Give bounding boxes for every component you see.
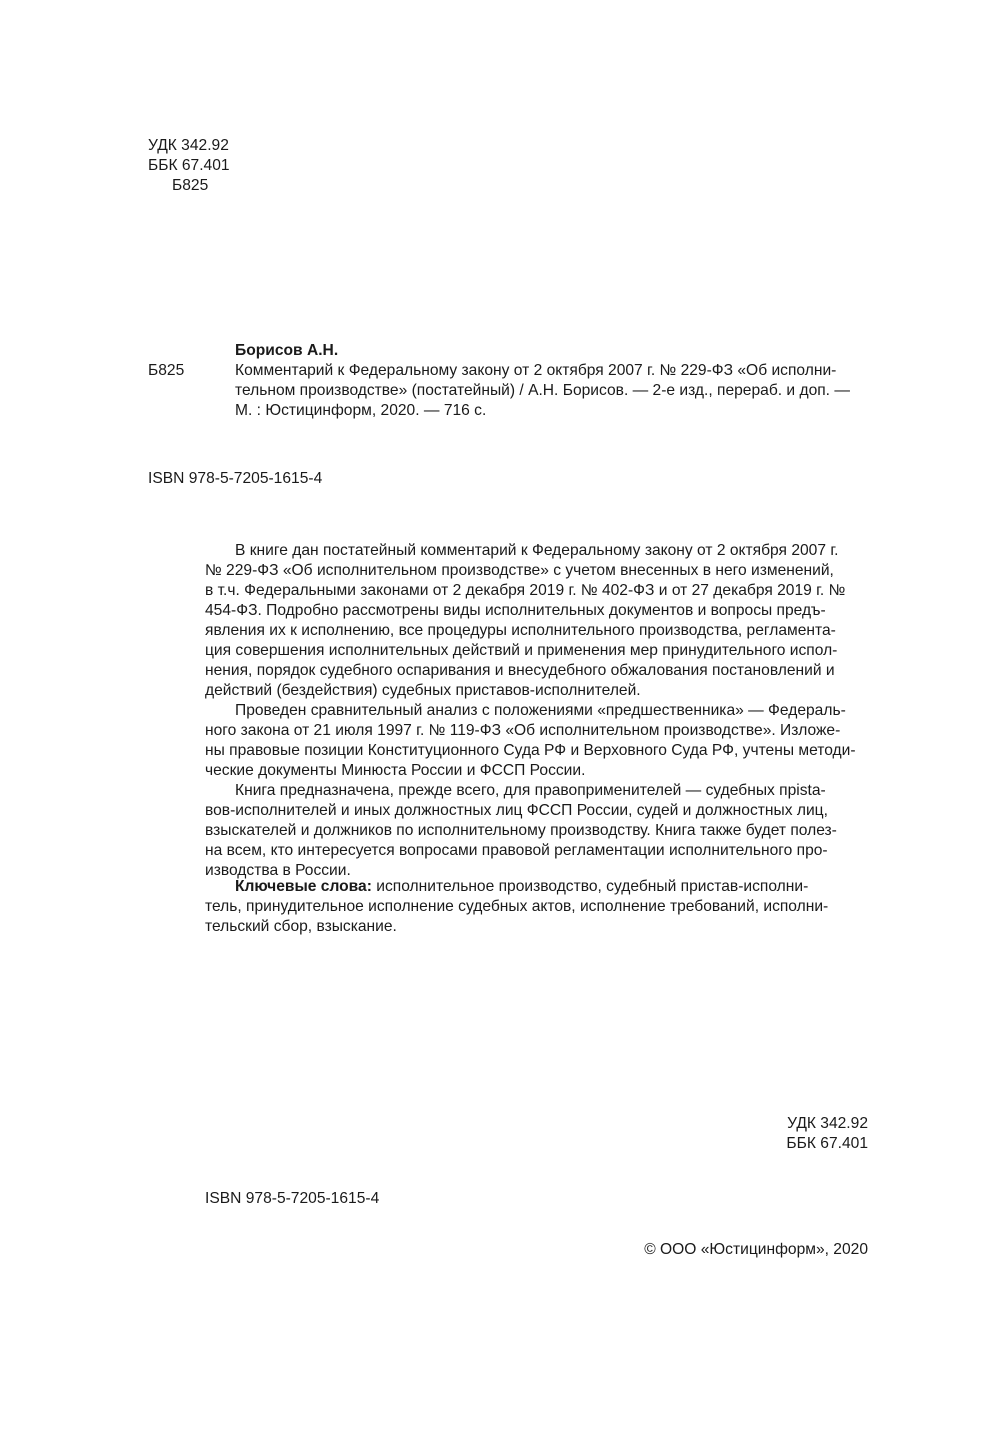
abstract-line: В книге дан постатейный комментарий к Федеральному закону от 2 октября 2007 г. bbox=[235, 542, 839, 559]
abstract-line: ция совершения исполнительных действий и применения мер принудительного испол- bbox=[205, 642, 838, 659]
bibliographic-description bbox=[235, 361, 868, 421]
abstract-line: ного закона от 21 июля 1997 г. № 119-ФЗ «Об исполнительном производстве». Изложе- bbox=[205, 722, 841, 739]
abstract-line: № 229-ФЗ «Об исполнительном производстве» с учетом внесенных в него изменений, bbox=[205, 562, 834, 579]
keywords-first-line bbox=[205, 877, 868, 897]
record-cutter-code: Б825 bbox=[148, 362, 185, 379]
classification-codes-bottom bbox=[668, 1114, 868, 1154]
isbn-bottom: ISBN 978-5-7205-1615-4 bbox=[205, 1190, 380, 1207]
abstract-line: явления их к исполнению, все процедуры исполнительного производства, регламента- bbox=[205, 622, 836, 639]
biblio-line: Комментарий к Федеральному закону от 2 октября 2007 г. № 229-ФЗ «Об исполни- bbox=[235, 362, 837, 379]
abstract-line: 454-ФЗ. Подробно рассмотрены виды исполнительных документов и вопросы предъ- bbox=[205, 602, 826, 619]
abstract-paragraph-2 bbox=[205, 701, 868, 781]
bbk-code: ББК 67.401 bbox=[786, 1135, 868, 1152]
abstract-line: ны правовые позиции Конституционного Суда РФ и Верховного Суда РФ, учтены методи- bbox=[205, 742, 856, 759]
copyright-notice: © ООО «Юстицинформ», 2020 bbox=[644, 1241, 868, 1258]
abstract-paragraph-1 bbox=[205, 541, 868, 701]
keywords-line: тель, принудительное исполнение судебных актов, исполнение требований, исполни- bbox=[205, 898, 829, 915]
abstract-line: вов-исполнителей и иных должностных лиц ФССП России, судей и должностных лиц, bbox=[205, 802, 828, 819]
biblio-line: М. : Юстицинформ, 2020. — 716 с. bbox=[235, 402, 487, 419]
biblio-line: тельном производстве» (постатейный) / А.Н. Борисов. — 2-е изд., перераб. и доп. — bbox=[235, 382, 850, 399]
abstract-line: действий (бездействия) судебных приставов-исполнителей. bbox=[205, 682, 641, 699]
bbk-code: ББК 67.401 bbox=[148, 157, 230, 174]
abstract-line: на всем, кто интересуется вопросами правовой регламентации исполнительного про- bbox=[205, 842, 828, 859]
abstract-line: Книга предназначена, прежде всего, для правоприменителей — судебных прista- bbox=[235, 782, 826, 799]
keywords bbox=[205, 877, 868, 937]
isbn-top: ISBN 978-5-7205-1615-4 bbox=[148, 470, 323, 487]
keywords-line: тельский сбор, взыскание. bbox=[205, 918, 397, 935]
abstract-line: в т.ч. Федеральными законами от 2 декабря 2019 г. № 402-ФЗ и от 27 декабря 2019 г. № bbox=[205, 582, 846, 599]
keywords-text: исполнительное производство, судебный пристав-исполни- bbox=[371, 878, 809, 895]
udk-code: УДК 342.92 bbox=[787, 1115, 868, 1132]
abstract bbox=[205, 541, 868, 881]
udk-code: УДК 342.92 bbox=[148, 137, 229, 154]
abstract-line: взыскателей и должников по исполнительному производству. Книга также будет полез- bbox=[205, 822, 837, 839]
abstract-line: нения, порядок судебного оспаривания и внесудебного обжалования постановлений и bbox=[205, 662, 835, 679]
abstract-line: ческие документы Минюста России и ФССП России. bbox=[205, 762, 586, 779]
classification-codes-top bbox=[148, 136, 348, 196]
cutter-code: Б825 bbox=[172, 177, 209, 194]
abstract-line: изводства в России. bbox=[205, 862, 351, 879]
abstract-line: Проведен сравнительный анализ с положениями «предшественника» — Федераль- bbox=[235, 702, 846, 719]
abstract-paragraph-3 bbox=[205, 781, 868, 881]
author-name: Борисов А.Н. bbox=[235, 342, 339, 359]
keywords-label: Ключевые слова: bbox=[235, 878, 372, 895]
